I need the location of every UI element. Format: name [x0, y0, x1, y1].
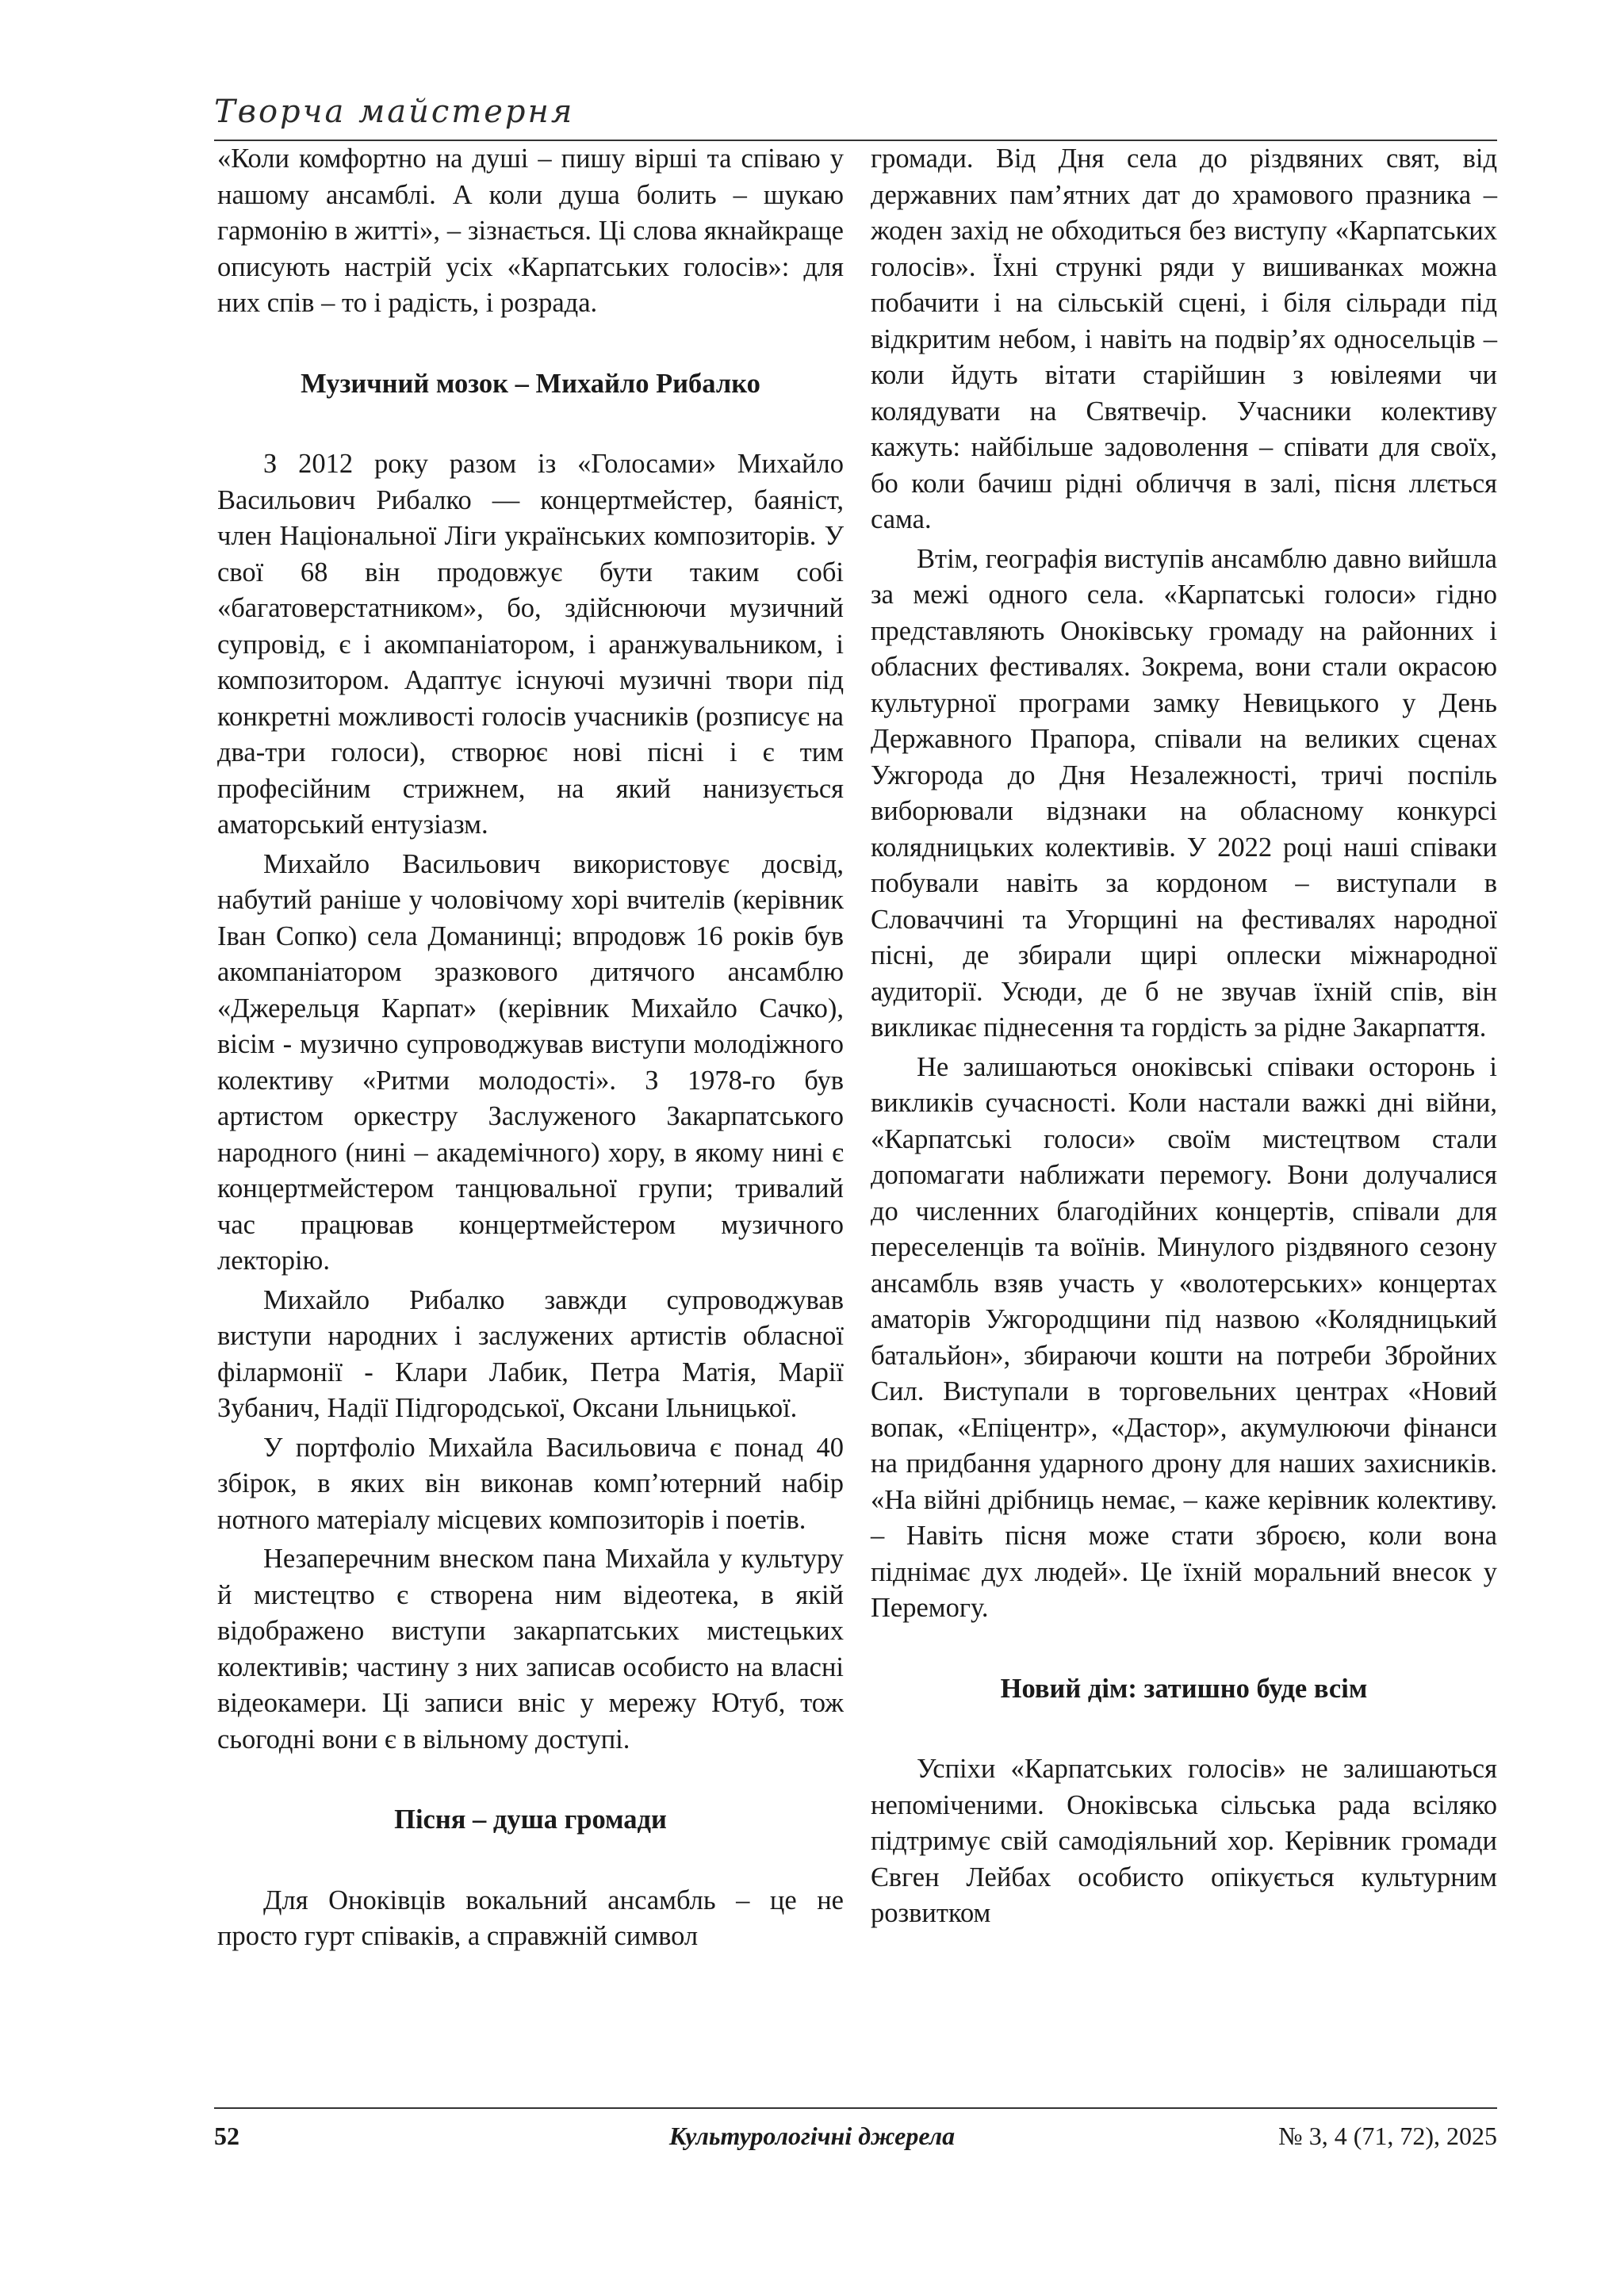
left-column — [217, 141, 844, 1958]
paragraph: Втім, географія виступів ансамблю давно вийшла за межі одного села. «Карпатські голоси» гідно представляють Оноківську громаду на районних і обласних фестивалях. Зокрема, вони стали окрасою культурної програми замку Невицького у День Державного Прапора, співали на великих сценах Ужгорода до Дня Незалежності, тричі поспіль виборювали відзнаки на обласному конкурсі колядницьких колективів. У 2022 році наші співаки побували навіть за кордоном – виступали в Словаччині та Угорщині на фестивалях народної пісні, де збирали щирі оплески міжнародної аудиторії. Усюди, де б не звучав їхній спів, він викликає піднесення та гордість за рідне Закарпаття. — [871, 543, 1497, 1043]
paragraph: громади. Від Дня села до різдвяних свят, від державних пам’ятних дат до храмового празника – жоден захід не обходиться без виступу «Карпатських голосів». Їхні стрункі ряди у вишиванках можна побачити і на сільській сцені, і біля сільради під відкритим небом, і навіть на подвір’ях односельців – коли йдуть вітати старійшин з ювілеями чи колядувати на Святвечір. Учасники колективу кажуть: найбільше задоволення – співати для своїх, бо коли бачиш рідні обличчя в залі, пісня ллється сама. — [871, 144, 1497, 534]
paragraph: З 2012 року разом із «Голосами» Михайло Васильович Рибалко — концертмейстер, баяніст, член Національної Ліги українських композиторів. У свої 68 він продовжує бути таким собі «багатоверстатником», бо, здійснюючи музичний супровід, є і акомпаніатором, і аранжувальником, і композитором. Адаптує існуючі музичні твори під конкретні можливості голосів учасників (розписує на два-три голоси), створює нові пісні і є тим професійним стрижнем, на який нанизується аматорський ентузіазм. — [217, 449, 844, 840]
paragraph: «Коли комфортно на душі – пишу вірші та співаю у нашому ансамблі. А коли душа болить – шукаю гармонію в житті», – зізнається. Ці слова якнайкраще описують настрій усіх «Карпатських голосів»: для них спів – то і радість, і розрада. — [217, 144, 844, 318]
section-heading: Музичний мозок – Михайло Рибалко — [301, 368, 760, 399]
page-number: 52 — [214, 2122, 239, 2150]
paragraph: Для Оноківців вокальний ансамбль – це не просто гурт співаків, а справжній символ — [217, 1885, 844, 1951]
paragraph: Михайло Рибалко завжди супроводжував виступи народних і заслужених артистів обласної філармонії - Клари Лабик, Петра Матія, Марії Зубанич, Надії Підгородської, Оксани Ільницької. — [217, 1284, 844, 1423]
journal-title: Культурологічні джерела — [668, 2122, 956, 2150]
paragraph: У портфоліо Михайла Васильовича є понад 40 збірок, в яких він виконав комп’ютерний набір нотного матеріалу місцевих композиторів і поетів. — [217, 1432, 844, 1535]
paragraph: Незаперечним внеском пана Михайла у культуру й мистецтво є створена ним відеотека, в якій відображено виступи закарпатських мистецьких колективів; частину з них записав особисто на власні відеокамери. Ці записи вніс у мережу Ютуб, тож сьогодні вони є в вільному доступі. — [217, 1544, 844, 1755]
paragraph: Михайло Васильович використовує досвід, набутий раніше у чоловічому хорі вчителів (керівник Іван Сопко) села Доманинці; впродовж 16 років був акомпаніатором зразкового дитячого ансамблю «Джерельця Карпат» (керівник Михайло Сачко), вісім - музично супроводжував виступи молодіжного колективу «Ритми молодості». З 1978-го був артистом оркестру Заслуженого Закарпатського народного (нині – академічного) хору, в якому нині є концертмейстером танцювальної групи; тривалий час працював концертмейстером музичного лекторію. — [217, 848, 844, 1276]
footer-divider — [214, 2107, 1497, 2109]
section-label: Творча майстерня — [214, 94, 575, 130]
right-column — [871, 141, 1497, 1935]
section-heading: Новий дім: затишно буде всім — [1000, 1673, 1368, 1704]
paragraph: Успіхи «Карпатських голосів» не залишаються непоміченими. Оноківська сільська рада всіляко підтримує свій самодіяльний хор. Керівник громади Євген Лейбах особисто опікується культурним розвитком — [871, 1754, 1497, 1928]
issue-info: № 3, 4 (71, 72), 2025 — [1278, 2122, 1497, 2150]
section-heading: Пісня – душа громади — [394, 1804, 667, 1835]
paragraph: Не залишаються оноківські співаки осторонь і викликів сучасності. Коли настали важкі дні війни, «Карпатські голоси» своїм мистецтвом стали допомагати наближати перемогу. Вони долучалися до численних благодійних концертів, співали для переселенців та воїнів. Минулого різдвяного сезону ансамбль взяв участь у «волотерських» концертах аматорів Ужгородщини під назвою «Колядницький батальйон», збираючи кошти на потреби Збройних Сил. Виступали в торговельних центрах «Новий вопак, «Епіцентр», «Дастор», акумулюючи фінанси на придбання ударного дрону для наших захисників. «На війні дрібниць немає, – каже керівник колективу. – Навіть пісня може стати зброєю, коли вона піднімає дух людей». Це їхній моральний внесок у Перемогу. — [871, 1051, 1497, 1623]
